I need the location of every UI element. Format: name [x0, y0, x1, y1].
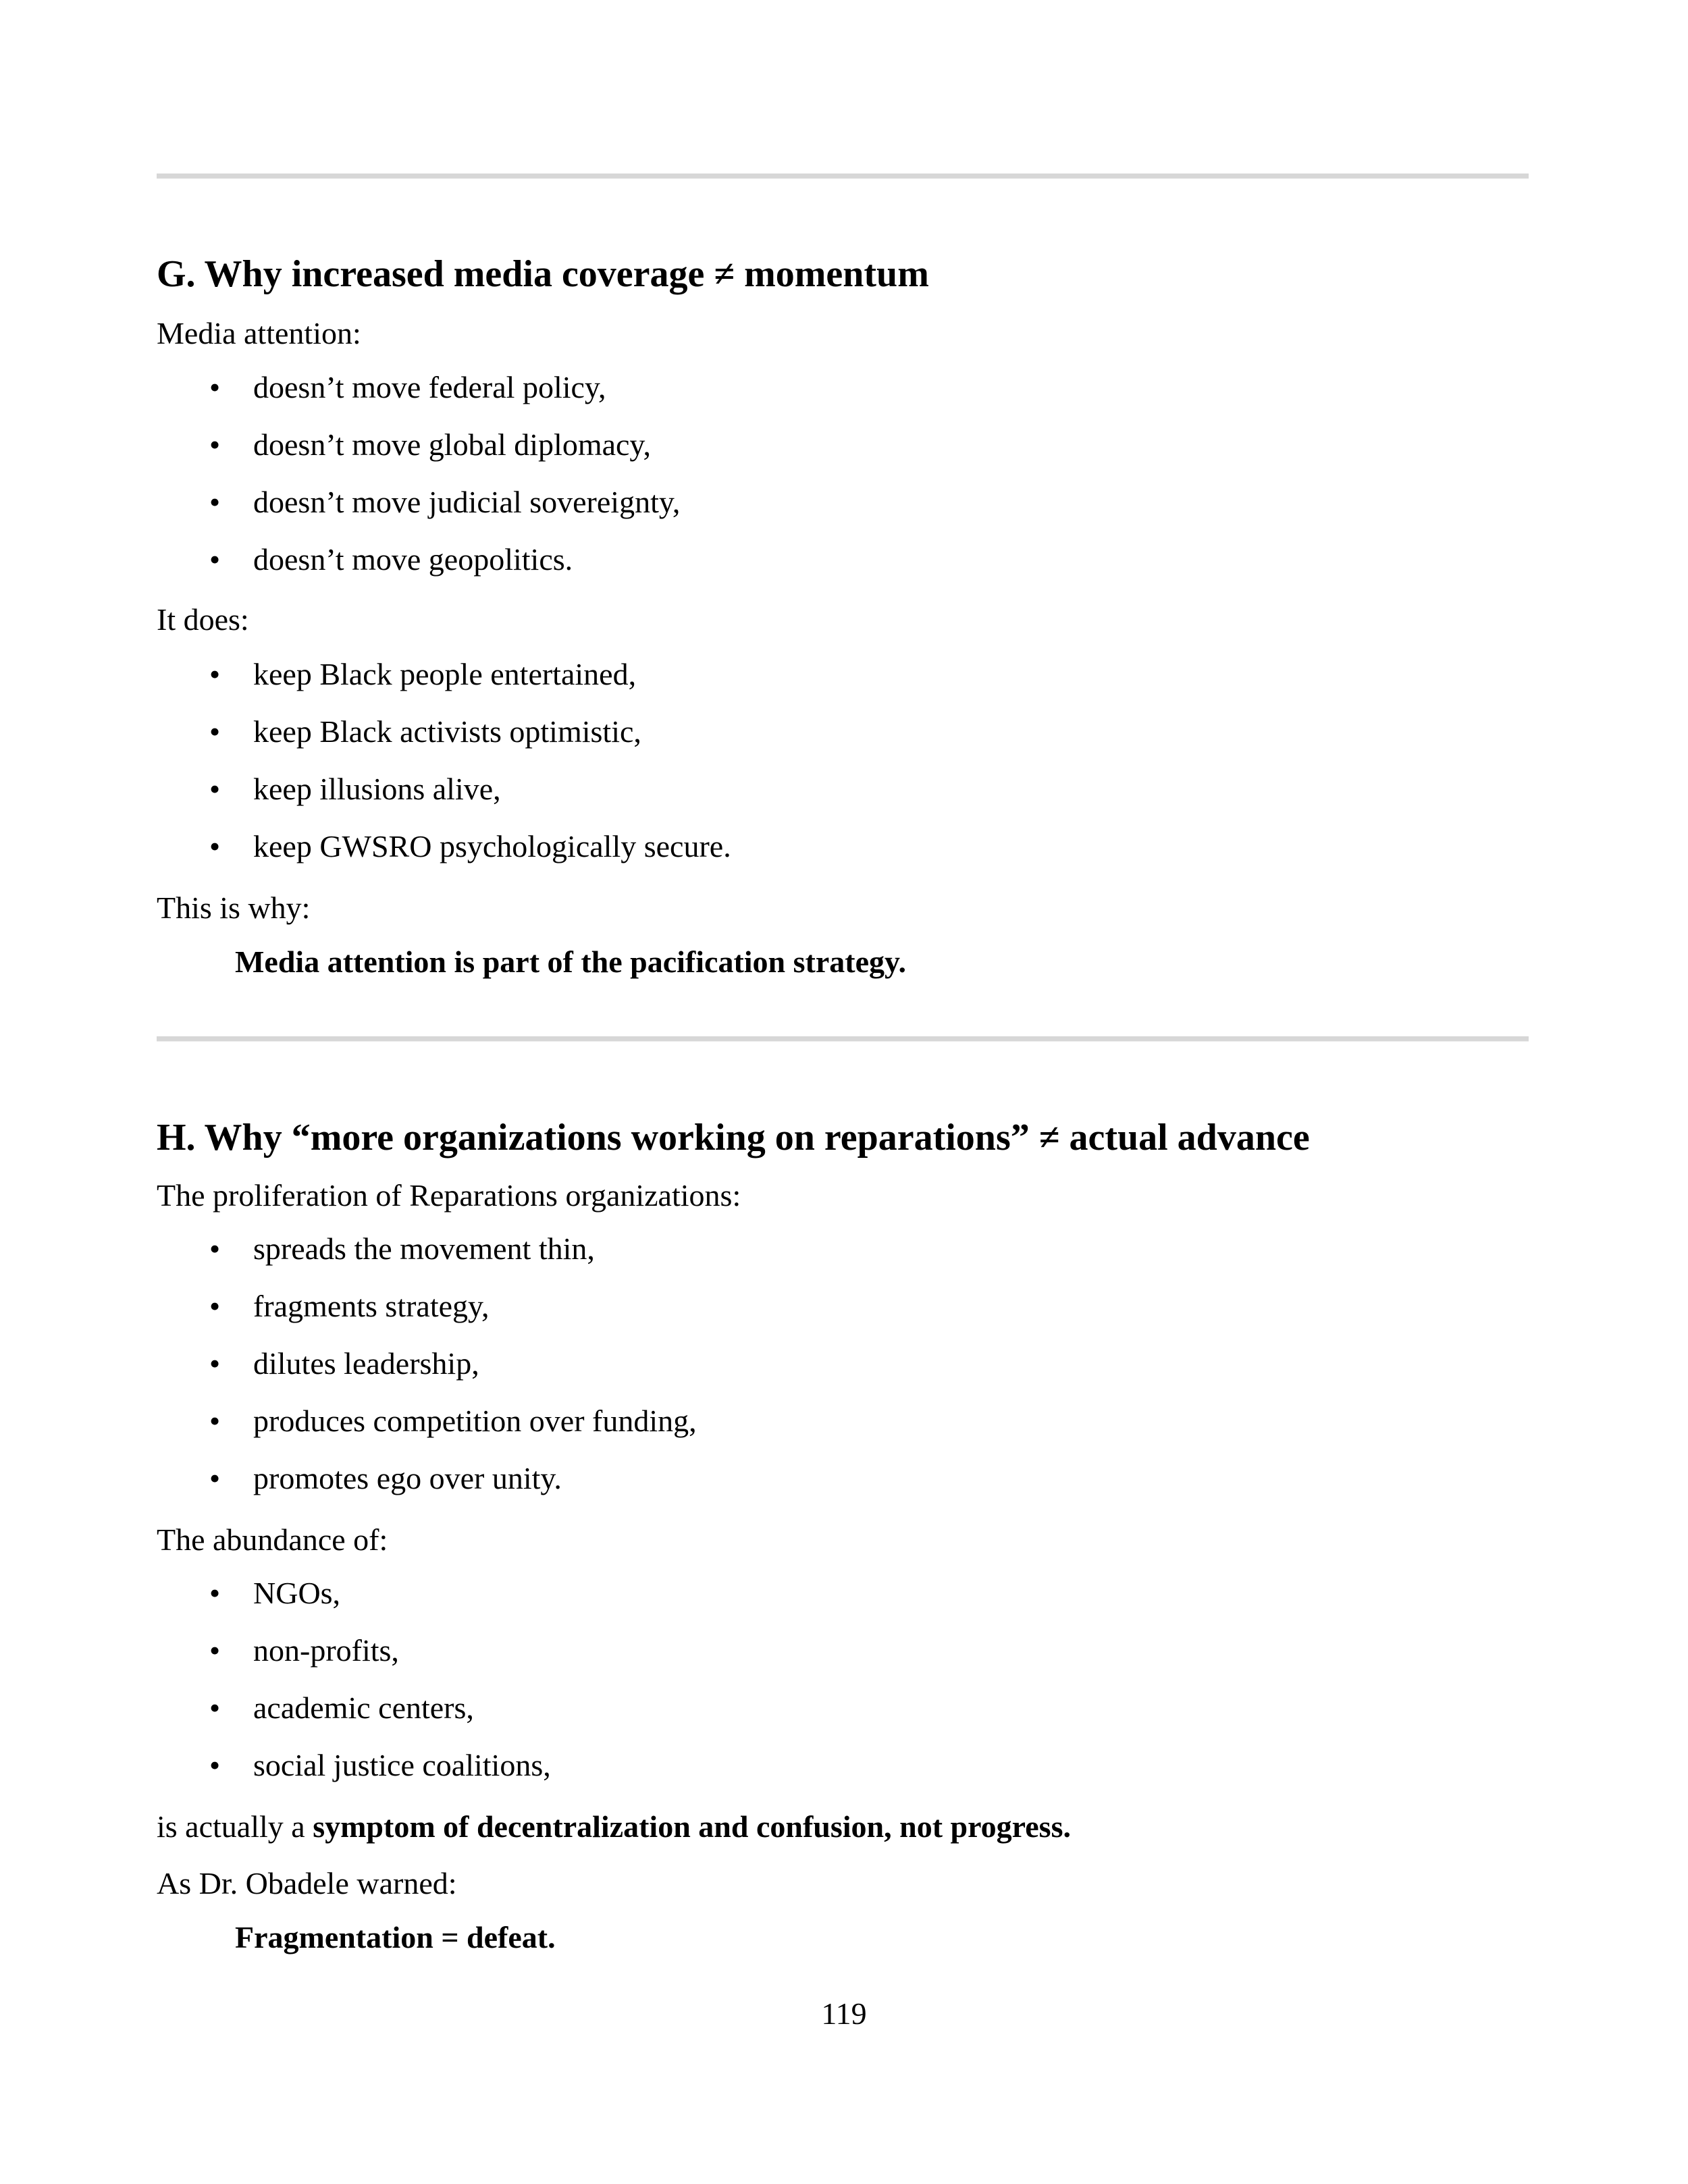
- list-item-text: doesn’t move judicial sovereignty,: [253, 485, 681, 519]
- list-item-text: produces competition over funding,: [253, 1404, 697, 1438]
- bullet-icon: •: [209, 829, 221, 863]
- bullet-icon: •: [209, 427, 221, 462]
- list-item-text: non-profits,: [253, 1633, 399, 1668]
- bullet-icon: •: [209, 1576, 221, 1610]
- bullet-icon: •: [209, 485, 221, 519]
- list-item-text: NGOs,: [253, 1576, 341, 1610]
- section-h-heading: H. Why “more organizations working on reparations” ≠ actual advance: [157, 1117, 1310, 1158]
- bullet-icon: •: [209, 1633, 221, 1668]
- section-g-intro-3: This is why:: [157, 890, 311, 925]
- bullet-icon: •: [209, 657, 221, 691]
- section-h-statement: [157, 1811, 1071, 1842]
- list-item-text: academic centers,: [253, 1690, 474, 1725]
- bullet-icon: •: [209, 1346, 221, 1381]
- bullet-icon: •: [209, 1690, 221, 1725]
- section-g-conclusion: Media attention is part of the pacification strategy.: [235, 944, 906, 979]
- statement-prefix: is actually a: [157, 1809, 313, 1844]
- section-h-intro-2: The abundance of:: [157, 1522, 388, 1557]
- list-item-text: keep Black people entertained,: [253, 657, 637, 691]
- bullet-icon: •: [209, 542, 221, 577]
- bullet-icon: •: [209, 1461, 221, 1495]
- list-item-text: keep Black activists optimistic,: [253, 714, 641, 749]
- top-divider: [157, 174, 1529, 179]
- bullet-icon: •: [209, 1231, 221, 1266]
- bullet-icon: •: [209, 772, 221, 806]
- bullet-icon: •: [209, 1404, 221, 1438]
- section-g-heading: G. Why increased media coverage ≠ momentum: [157, 253, 929, 295]
- list-item-text: doesn’t move federal policy,: [253, 370, 606, 404]
- list-item-text: doesn’t move geopolitics.: [253, 542, 573, 577]
- list-item-text: spreads the movement thin,: [253, 1231, 595, 1266]
- list-item-text: social justice coalitions,: [253, 1748, 551, 1782]
- list-item-text: dilutes leadership,: [253, 1346, 479, 1381]
- section-h-conclusion: Fragmentation = defeat.: [235, 1920, 556, 1954]
- section-divider: [157, 1036, 1529, 1042]
- section-g-intro: Media attention:: [157, 316, 361, 350]
- section-h-intro: The proliferation of Reparations organizations:: [157, 1178, 741, 1213]
- list-item-text: fragments strategy,: [253, 1289, 490, 1323]
- list-item-text: keep illusions alive,: [253, 772, 501, 806]
- bullet-icon: •: [209, 1748, 221, 1782]
- page-number: 119: [821, 1996, 867, 2031]
- list-item-text: promotes ego over unity.: [253, 1461, 562, 1495]
- section-g-intro-2: It does:: [157, 602, 249, 637]
- list-item-text: keep GWSRO psychologically secure.: [253, 829, 731, 863]
- statement-emphasis: symptom of decentralization and confusion, not progress.: [313, 1809, 1071, 1844]
- bullet-icon: •: [209, 714, 221, 749]
- list-item-text: doesn’t move global diplomacy,: [253, 427, 651, 462]
- bullet-icon: •: [209, 370, 221, 404]
- section-h-attribution: As Dr. Obadele warned:: [157, 1866, 457, 1900]
- bullet-icon: •: [209, 1289, 221, 1323]
